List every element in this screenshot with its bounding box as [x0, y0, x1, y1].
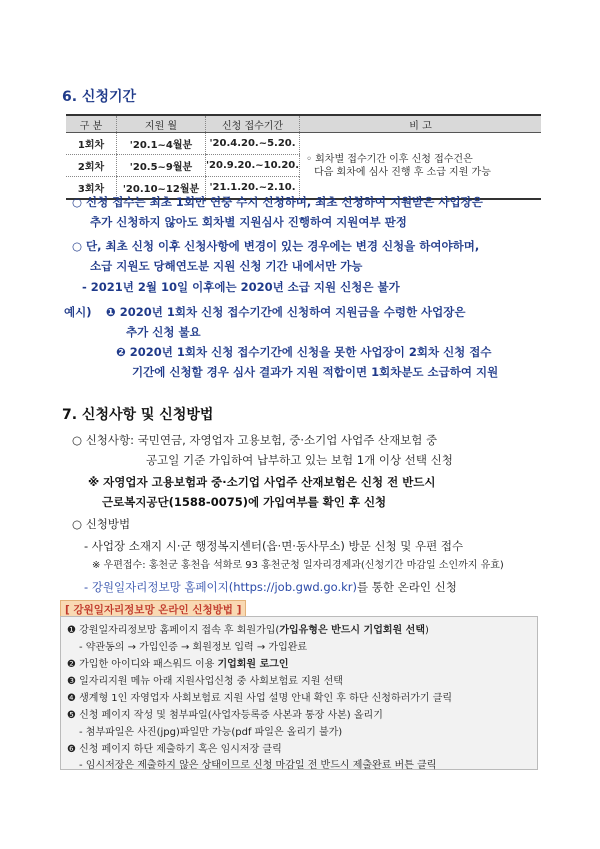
cell-month: '20.10~12월분 [117, 177, 206, 200]
cell-period: '20.9.20.~10.20. [206, 155, 300, 177]
cell-period: '21.1.20.~2.10. [206, 177, 300, 200]
online-method-label: [ 강원일자리정보망 온라인 신청방법 ] [60, 600, 246, 619]
cell-period: '20.4.20.~5.20. [206, 133, 300, 155]
header-round: 구 분 [66, 115, 117, 133]
cell-round: 1회차 [66, 133, 117, 155]
cell-month: '20.1~4월분 [117, 133, 206, 155]
item-1: ○ 신청사항: 국민연금, 자영업자 고용보험, 중·소기업 사업주 산재보험 중 공고일 기준 가입하여 납부하고 있는 보험 1개 이상 선택 신청 [72, 433, 453, 467]
table-row [66, 133, 541, 155]
dash-note: - 2021년 2월 10일 이후에는 2020년 소급 지원 신청은 불가 [82, 280, 400, 294]
cell-round: 3회차 [66, 177, 117, 200]
header-period: 신청 접수기간 [206, 115, 300, 133]
homepage-link[interactable]: 강원일자리정보망 홈페이지(https://job.gwd.go.kr) [91, 580, 357, 594]
section-6-title: 6. 신청기간 [62, 89, 137, 105]
step-5: ❺ 신청 페이지 작성 및 첨부파일(사업자등록증 사본과 통장 사본) 올리기 [67, 710, 383, 721]
application-period-table [66, 114, 541, 200]
item-2: ○ 신청방법 [72, 517, 131, 531]
example-2: ❷ 2020년 1회차 신청 접수기간에 신청을 못한 사업장이 2회차 신청 접수 기간에 신청할 경우 심사 결과가 지원 적합이면 1회차분도 소급하여 지원 [116, 345, 499, 379]
step-5-sub: - 첨부파일은 사진(jpg)파일만 가능(pdf 파일은 올리기 불가) [79, 727, 343, 738]
step-6-sub: - 임시저장은 제출하지 않은 상태이므로 신청 마감일 전 반드시 제출완료 버튼 클릭 [79, 760, 437, 771]
header-month: 지원 월 [117, 115, 206, 133]
bullet-1: ○ 신청 접수는 최초 1회만 연중 수시 신청하며, 최초 신청하여 지원받은 사업장은 추가 신청하지 않아도 회차별 지원심사 진행하여 지원여부 판정 [72, 195, 483, 229]
example-label: 예시) [64, 305, 92, 319]
method-1: - 사업장 소재지 시·군 행정복지센터(읍·면·동사무소) 방문 신청 및 우편 접수 [84, 539, 464, 553]
method-1-note: ※ 우편접수: 홍천군 홍천읍 석화로 93 홍천군청 일자리경제과(신청기간 마감일 소인까지 유효) [92, 560, 504, 571]
bullet-2: ○ 단, 최초 신청 이후 신청사항에 변경이 있는 경우에는 변경 신청을 하여야하며, 소급 지원도 당해연도분 지원 신청 기간 내에서만 가능 [72, 239, 480, 273]
cell-month: '20.5~9월분 [117, 155, 206, 177]
step-6: ❻ 신청 페이지 하단 제출하기 혹은 임시저장 클릭 [67, 744, 282, 755]
step-2: ❷ 가입한 아이디와 패스워드 이용 기업회원 로그인 [67, 659, 289, 670]
note-line: ◦ 회차별 접수기간 이후 신청 접수건은 [306, 153, 473, 165]
note-line: 다음 회차에 심사 진행 후 소급 지원 가능 [314, 166, 491, 178]
step-4: ❹ 생계형 1인 자영업자 사회보험료 지원 사업 설명 안내 확인 후 하단 신청하러가기 클릭 [67, 693, 453, 704]
example-1: ❶ 2020년 1회차 신청 접수기간에 신청하여 지원금을 수령한 사업장은 추가 신청 불요 [106, 305, 466, 339]
step-3: ❸ 일자리지원 메뉴 아래 지원사업신청 중 사회보험료 지원 선택 [67, 676, 343, 687]
method-2: - 강원일자리정보망 홈페이지(https://job.gwd.go.kr)를 통한 온라인 신청 [84, 580, 457, 594]
insurance-note: ※ 자영업자 고용보험과 중·소기업 사업주 산재보험은 신청 전 반드시 근로복지공단(1588-0075)에 가입여부를 확인 후 신청 [88, 475, 436, 509]
cell-round: 2회차 [66, 155, 117, 177]
online-method-box [60, 616, 538, 770]
cell-note [300, 133, 541, 200]
section-7-title: 7. 신청사항 및 신청방법 [62, 407, 214, 423]
step-1: ❶ 강원일자리정보망 홈페이지 접속 후 회원가입(가입유형은 반드시 기업회원 선택) [67, 625, 429, 636]
step-1-sub: - 약관동의 → 가입인증 → 회원정보 입력 → 가입완료 [79, 642, 308, 653]
header-note: 비 고 [300, 115, 541, 133]
